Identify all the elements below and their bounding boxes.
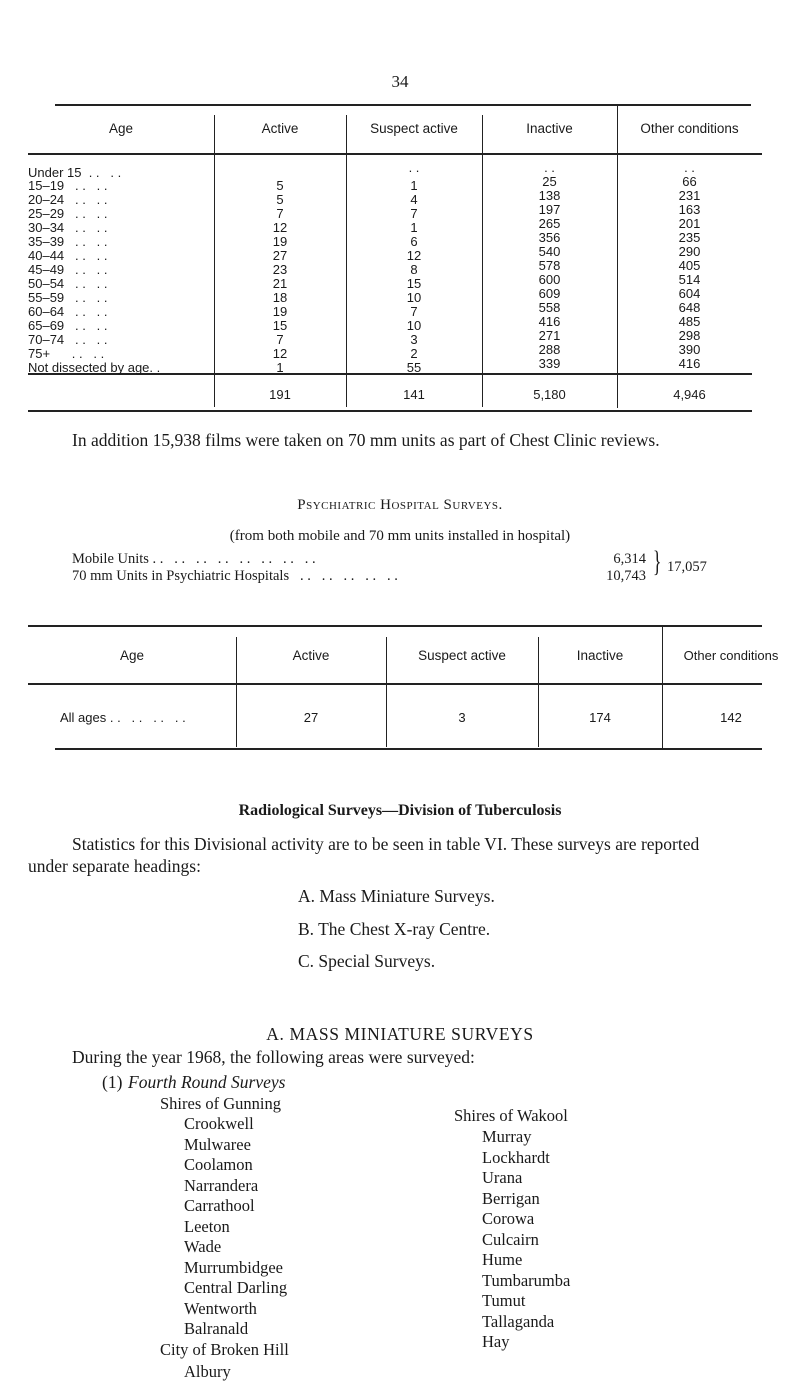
cell-suspect: 6 — [410, 234, 418, 249]
cell-other: 66 — [682, 174, 697, 189]
cell-active: 1 — [276, 360, 284, 375]
row-age: 45–49 . . . . — [28, 262, 108, 277]
row-age: All ages . . . . . . . . — [60, 710, 186, 725]
total-suspect: 141 — [403, 387, 425, 402]
row-age: 25–29 . . . . — [28, 206, 108, 221]
cell-other: 514 — [678, 272, 701, 287]
cell-suspect: 2 — [410, 346, 418, 361]
row-age: 70–74 . . . . — [28, 332, 108, 347]
row-age: 60–64 . . . . — [28, 304, 108, 319]
shire-list-item: Tumbarumba — [482, 1270, 571, 1290]
total-active: 191 — [269, 387, 291, 402]
cell-active: 5 — [276, 192, 284, 207]
shire-list-item: Wade — [184, 1237, 222, 1256]
table-rule-header — [28, 153, 762, 155]
shire-list-item: Leeton — [184, 1216, 230, 1236]
page-number: 34 — [391, 72, 409, 91]
shire-list-item: Berrigan — [482, 1188, 540, 1208]
shire-list-item: Murray — [482, 1127, 532, 1146]
left-list-tail: City of Broken Hill — [160, 1340, 289, 1359]
cell-other: 405 — [678, 258, 701, 273]
shire-list-item: Corowa — [482, 1209, 535, 1228]
sub-number: (1) — [102, 1072, 123, 1092]
cell-other: 201 — [678, 216, 701, 231]
cell-suspect: 3 — [458, 710, 466, 725]
shire-list-item: Hume — [482, 1250, 523, 1269]
row-age: 50–54 . . . . — [28, 276, 108, 291]
sub-title: Fourth Round Surveys — [128, 1072, 286, 1092]
cell-active: 27 — [272, 248, 288, 263]
mass-surveys-heading: A. MASS MINIATURE SURVEYS — [266, 1024, 534, 1044]
shire-list-item: Tumut — [482, 1291, 526, 1310]
radiological-heading: Radiological Surveys—Division of Tuberculosis — [238, 802, 562, 819]
cell-active: 19 — [272, 234, 288, 249]
cell-inactive: 558 — [538, 300, 561, 315]
cell-suspect: 7 — [410, 206, 418, 221]
cell-active: 7 — [276, 332, 284, 347]
cell-active: 23 — [272, 262, 288, 277]
column-header-suspect-active: Suspect active — [370, 121, 458, 136]
psychiatric-title: Psychiatric Hospital Surveys. — [297, 497, 503, 513]
radiological-paragraph-line1: Statistics for this Divisional activity are to be seen in table VI. These surveys are reported — [72, 834, 700, 854]
cell-other: 604 — [678, 286, 701, 301]
cell-active: 19 — [272, 304, 288, 319]
cell-active: 12 — [272, 346, 288, 361]
cell-active: 5 — [276, 178, 284, 193]
row-age: 35–39 . . . . — [28, 234, 108, 249]
cell-inactive: 609 — [538, 286, 561, 301]
cell-suspect: 10 — [406, 290, 422, 305]
row-age: 65–69 . . . . — [28, 318, 108, 333]
mass-surveys-intro: During the year 1968, the following areas were surveyed: — [72, 1047, 475, 1067]
column-header-age: Age — [108, 121, 134, 136]
cell-suspect: 10 — [406, 318, 422, 333]
right-list-title: Shires of Wakool — [454, 1106, 568, 1125]
shire-list-item: Hay — [482, 1332, 510, 1351]
shire-list-item: Crookwell — [184, 1114, 254, 1133]
table-rule-top — [28, 625, 762, 627]
column-header-active: Active — [292, 648, 330, 663]
cell-suspect: 1 — [410, 220, 418, 235]
left-list-tail: Albury — [184, 1362, 231, 1381]
cell-inactive: . . — [544, 160, 555, 175]
shire-list-item: Tallaganda — [482, 1311, 555, 1331]
cell-active: 12 — [272, 220, 288, 235]
cell-active: 21 — [272, 276, 288, 291]
cell-other: . . — [684, 160, 695, 175]
row-age: 75+ . . . . — [28, 346, 105, 361]
cell-other: 142 — [720, 710, 742, 725]
row-age: Under 15 . . . . — [28, 165, 122, 180]
cell-suspect: 4 — [410, 192, 418, 207]
cell-suspect: 15 — [406, 276, 422, 291]
shire-list-item: Culcairn — [482, 1229, 539, 1249]
cell-active: 18 — [272, 290, 288, 305]
cell-inactive: 578 — [538, 258, 561, 273]
table-col-divider — [662, 625, 663, 749]
shire-list-item: Murrumbidgee — [184, 1257, 283, 1277]
cell-inactive: 25 — [542, 174, 557, 189]
cell-other: 231 — [678, 188, 701, 203]
psych-total: 17,057 — [667, 559, 707, 575]
shire-list-item: Urana — [482, 1168, 523, 1187]
cell-inactive: 271 — [538, 328, 561, 343]
row-age: 20–24 . . . . — [28, 192, 108, 207]
psychiatric-subtitle: (from both mobile and 70 mm units installed in hospital) — [229, 528, 571, 544]
shire-list-item: Mulwaree — [184, 1134, 251, 1154]
cell-other: 416 — [678, 356, 701, 371]
cell-suspect: 12 — [406, 248, 422, 263]
survey-heading-item: B. The Chest X-ray Centre. — [298, 919, 491, 939]
row-age: 30–34 . . . . — [28, 220, 108, 235]
cell-inactive: 339 — [538, 356, 561, 371]
table-rule-top — [55, 104, 751, 106]
cell-other: 390 — [678, 342, 701, 357]
cell-active: 27 — [303, 710, 319, 725]
radiological-paragraph-line2: under separate headings: — [28, 856, 201, 876]
shire-list-item: Narrandera — [184, 1175, 259, 1195]
column-header-inactive: Inactive — [576, 648, 624, 663]
cell-other: 163 — [678, 202, 701, 217]
column-header-inactive: Inactive — [526, 121, 573, 136]
column-header-other-conditions: Other conditions — [640, 121, 739, 136]
cell-suspect: . . — [408, 160, 420, 175]
cell-suspect: 8 — [410, 262, 418, 277]
table-rule-bottom — [55, 748, 762, 750]
cell-inactive: 138 — [538, 188, 561, 203]
cell-other: 485 — [678, 314, 701, 329]
cell-inactive: 540 — [538, 244, 561, 259]
cell-inactive: 197 — [538, 202, 561, 217]
survey-heading-item: C. Special Surveys. — [298, 951, 436, 971]
brace-icon: } — [652, 545, 662, 578]
cell-other: 235 — [678, 230, 701, 245]
cell-suspect: 1 — [410, 178, 418, 193]
cell-inactive: 600 — [538, 272, 561, 287]
cell-active: 7 — [276, 206, 284, 221]
column-header-other-conditions: Other conditions — [683, 648, 779, 663]
cell-other: 298 — [678, 328, 701, 343]
cell-inactive: 174 — [589, 710, 611, 725]
psych-units-value: 10,743 — [606, 568, 646, 584]
shire-list-item: Lockhardt — [482, 1147, 550, 1167]
shire-list-item: Coolamon — [184, 1155, 253, 1174]
cell-suspect: 3 — [410, 332, 418, 347]
shire-list-item: Balranald — [184, 1319, 249, 1338]
addition-note: In addition 15,938 films were taken on 70 mm units as part of Chest Clinic reviews. — [72, 430, 660, 450]
cell-suspect: 7 — [410, 304, 418, 319]
cell-active: 15 — [272, 318, 288, 333]
psych-units-label: 70 mm Units in Psychiatric Hospitals . . . . . . . . . . — [72, 568, 398, 584]
cell-other: 648 — [678, 300, 701, 315]
total-inactive: 5,180 — [533, 387, 566, 402]
column-header-suspect-active: Suspect active — [418, 648, 506, 663]
cell-inactive: 288 — [538, 342, 561, 357]
column-header-active: Active — [261, 121, 299, 136]
cell-inactive: 416 — [538, 314, 561, 329]
survey-heading-item: A. Mass Miniature Surveys. — [298, 886, 495, 906]
row-age: 55–59 . . . . — [28, 290, 108, 305]
cell-inactive: 265 — [538, 216, 561, 231]
table-rule-bottom — [28, 410, 752, 412]
row-age: 40–44 . . . . — [28, 248, 108, 263]
total-other: 4,946 — [673, 387, 706, 402]
cell-other: 290 — [678, 244, 701, 259]
mobile-units-label: Mobile Units . . . . . . . . . . . . . . . . — [72, 551, 316, 567]
left-list-title: Shires of Gunning — [160, 1094, 281, 1113]
shire-list-item: Carrathool — [184, 1196, 255, 1215]
table-rule-header — [28, 683, 762, 685]
mobile-units-value: 6,314 — [613, 551, 646, 567]
shire-list-item: Wentworth — [184, 1298, 257, 1318]
shire-list-item: Central Darling — [184, 1278, 288, 1297]
cell-suspect: 55 — [406, 360, 422, 375]
row-age: Not dissected by age. . — [28, 360, 161, 375]
row-age: 15–19 . . . . — [28, 178, 108, 193]
cell-inactive: 356 — [538, 230, 561, 245]
column-header-age: Age — [119, 648, 145, 663]
